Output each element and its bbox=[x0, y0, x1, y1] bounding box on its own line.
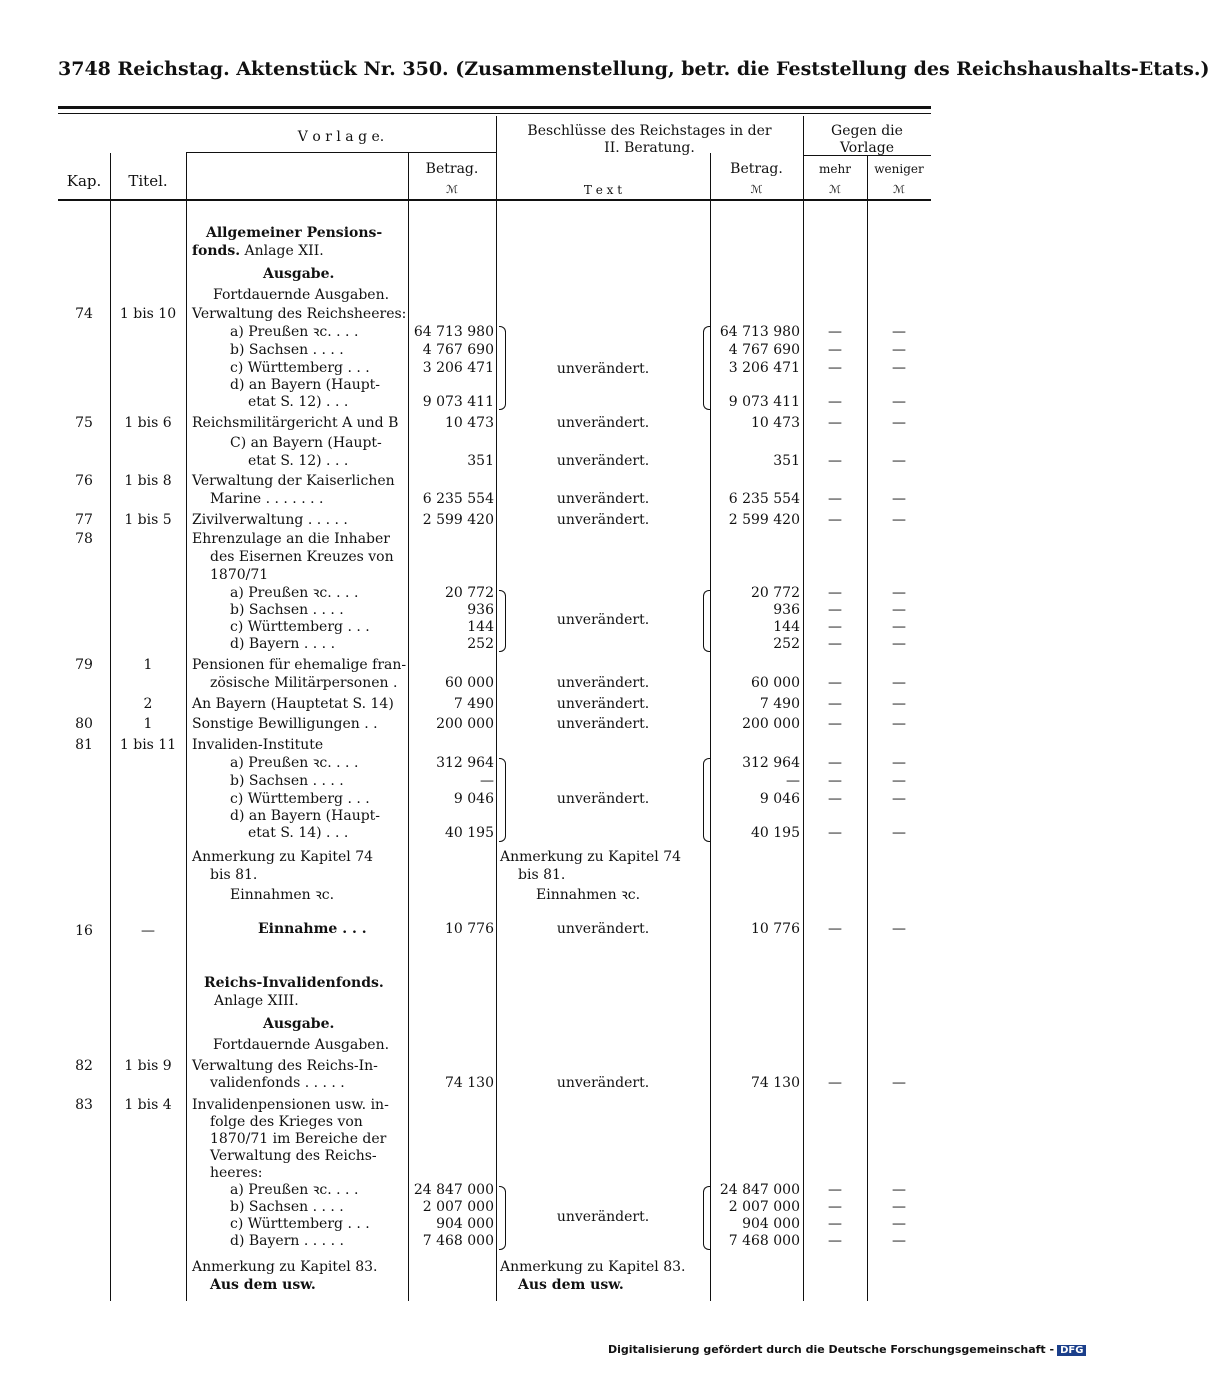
dash-mehr: — bbox=[828, 415, 842, 431]
amount-cell: 4 767 690 bbox=[422, 342, 494, 358]
row-label: c) Württemberg . . . bbox=[230, 360, 370, 376]
row-label: etat S. 12) . . . bbox=[248, 394, 349, 410]
dash-mehr: — bbox=[828, 1199, 842, 1215]
amount-cell: 6 235 554 bbox=[422, 491, 494, 507]
dash-weniger: — bbox=[892, 716, 906, 732]
ausgabe-heading: Ausgabe. bbox=[263, 266, 335, 282]
dash-mehr: — bbox=[828, 921, 842, 937]
amount-cell-2: 3 206 471 bbox=[728, 360, 800, 376]
row-label: c) Württemberg . . . bbox=[230, 1216, 370, 1232]
ausgabe-heading: Ausgabe. bbox=[263, 1016, 335, 1032]
dash-mehr: — bbox=[828, 619, 842, 635]
row-label: b) Sachsen . . . . bbox=[230, 342, 344, 358]
row-label: zösische Militärpersonen . bbox=[210, 675, 398, 691]
header-gegen-1: Gegen die bbox=[831, 123, 903, 139]
amount-cell: — bbox=[480, 773, 494, 789]
note-text: Anmerkung zu Kapitel 83. bbox=[500, 1259, 686, 1275]
note-label: Einnahmen ꝛc. bbox=[230, 887, 335, 903]
amount-cell: 10 776 bbox=[445, 921, 494, 937]
note-label: Anmerkung zu Kapitel 74 bbox=[192, 849, 374, 865]
row-label: etat S. 12) . . . bbox=[248, 453, 349, 469]
col-divider-mehr bbox=[867, 156, 868, 1301]
amount-cell-2: 936 bbox=[773, 602, 800, 618]
dash-weniger: — bbox=[892, 825, 906, 841]
dash-mehr: — bbox=[828, 755, 842, 771]
dash-weniger: — bbox=[892, 675, 906, 691]
dash-weniger: — bbox=[892, 619, 906, 635]
dash-mehr: — bbox=[828, 825, 842, 841]
dash-mehr: — bbox=[828, 394, 842, 410]
header-mark-mehr: ℳ bbox=[829, 183, 841, 196]
row-label: folge des Krieges von bbox=[210, 1114, 363, 1130]
section-title-pensionsfonds-2 bbox=[192, 242, 324, 260]
dash-mehr: — bbox=[828, 773, 842, 789]
text-cell: unverändert. bbox=[556, 415, 650, 431]
dash-mehr: — bbox=[828, 360, 842, 376]
amount-cell: 312 964 bbox=[436, 755, 494, 771]
row-label: Ehrenzulage an die Inhaber bbox=[192, 531, 390, 547]
row-label: d) an Bayern (Haupt- bbox=[230, 808, 381, 824]
dash-mehr: — bbox=[828, 716, 842, 732]
amount-cell-2: 24 847 000 bbox=[719, 1182, 800, 1198]
amount-cell-2: 7 490 bbox=[759, 696, 800, 712]
dash-weniger: — bbox=[892, 636, 906, 652]
row-label: Einnahme . . . bbox=[258, 921, 367, 937]
kap-cell: 16 bbox=[75, 923, 93, 939]
text-cell: unverändert. bbox=[556, 491, 650, 507]
dash-weniger: — bbox=[892, 1233, 906, 1249]
row-label: Pensionen für ehemalige fran- bbox=[192, 657, 407, 673]
digitization-footer bbox=[608, 1343, 1086, 1356]
row-label: 1870/71 bbox=[210, 567, 269, 583]
section-title-fonds: fonds. bbox=[192, 243, 241, 259]
amount-cell: 9 046 bbox=[453, 791, 494, 807]
top-double-rule bbox=[58, 106, 931, 109]
dash-mehr: — bbox=[828, 675, 842, 691]
dash-mehr: — bbox=[828, 1233, 842, 1249]
dash-weniger: — bbox=[892, 512, 906, 528]
dash-weniger: — bbox=[892, 1075, 906, 1091]
amount-cell: 252 bbox=[467, 636, 494, 652]
amount-cell: 7 490 bbox=[453, 696, 494, 712]
text-cell: unverändert. bbox=[556, 716, 650, 732]
row-label: b) Sachsen . . . . bbox=[230, 773, 344, 789]
dash-weniger: — bbox=[892, 696, 906, 712]
amount-cell-2: 20 772 bbox=[751, 585, 800, 601]
row-label: c) Württemberg . . . bbox=[230, 791, 370, 807]
kap-cell: 77 bbox=[75, 512, 93, 528]
row-label: d) an Bayern (Haupt- bbox=[230, 377, 381, 393]
header-bottom-rule bbox=[58, 199, 931, 201]
dash-mehr: — bbox=[828, 1075, 842, 1091]
amount-cell: 904 000 bbox=[436, 1216, 494, 1232]
amount-cell-2: 9 073 411 bbox=[728, 394, 800, 410]
row-label: Verwaltung des Reichs-In- bbox=[192, 1058, 378, 1074]
kap-cell: 74 bbox=[75, 306, 93, 322]
header-beschluesse-2: II. Beratung. bbox=[604, 140, 695, 156]
text-cell: unverändert. bbox=[556, 512, 650, 528]
text-cell: unverändert. bbox=[556, 361, 650, 377]
row-label: c) Württemberg . . . bbox=[230, 619, 370, 635]
amount-cell: 3 206 471 bbox=[422, 360, 494, 376]
row-label: Verwaltung der Kaiserlichen bbox=[192, 473, 395, 489]
dash-weniger: — bbox=[892, 602, 906, 618]
dash-weniger: — bbox=[892, 921, 906, 937]
vorlage-sub-rule bbox=[186, 152, 496, 153]
amount-cell: 10 473 bbox=[445, 415, 494, 431]
header-mehr: mehr bbox=[819, 162, 851, 176]
amount-cell-2: 351 bbox=[773, 453, 800, 469]
amount-cell-2: 6 235 554 bbox=[728, 491, 800, 507]
dash-mehr: — bbox=[828, 324, 842, 340]
text-cell: unverändert. bbox=[556, 1075, 650, 1091]
text-cell: unverändert. bbox=[556, 1209, 650, 1225]
col-divider-titel bbox=[186, 153, 187, 1301]
titel-cell: 1 bis 10 bbox=[119, 306, 177, 322]
note-label: Aus dem usw. bbox=[210, 1277, 316, 1293]
header-mark-weniger: ℳ bbox=[893, 183, 905, 196]
row-label: b) Sachsen . . . . bbox=[230, 1199, 344, 1215]
row-label: d) Bayern . . . . . bbox=[230, 1233, 344, 1249]
page-title: Reichstag. Aktenstück Nr. 350. (Zusammenstellung, betr. die Feststellung des Reichshaushalts-Etats.) bbox=[117, 58, 1209, 80]
row-label: Zivilverwaltung . . . . . bbox=[192, 512, 348, 528]
page-number: 3748 bbox=[58, 58, 111, 80]
titel-cell: 1 bis 9 bbox=[124, 1058, 172, 1074]
text-cell: unverändert. bbox=[556, 612, 650, 628]
amount-cell-2: 40 195 bbox=[751, 825, 800, 841]
text-cell: unverändert. bbox=[556, 921, 650, 937]
amount-cell: 40 195 bbox=[445, 825, 494, 841]
titel-cell: 1 bis 6 bbox=[124, 415, 172, 431]
amount-cell: 64 713 980 bbox=[413, 324, 494, 340]
dash-weniger: — bbox=[892, 324, 906, 340]
amount-cell-2: 9 046 bbox=[759, 791, 800, 807]
row-label: An Bayern (Hauptetat S. 14) bbox=[192, 696, 394, 712]
titel-cell: 2 bbox=[143, 696, 153, 712]
amount-cell: 20 772 bbox=[445, 585, 494, 601]
titel-cell: 1 bis 5 bbox=[124, 512, 172, 528]
fortdauernd-heading: Fortdauernde Ausgaben. bbox=[213, 287, 390, 303]
brace-right bbox=[703, 326, 710, 410]
dash-mehr: — bbox=[828, 791, 842, 807]
titel-cell: 1 bbox=[143, 657, 153, 673]
page-header bbox=[58, 58, 1209, 80]
dash-weniger: — bbox=[892, 1199, 906, 1215]
amount-cell: 2 007 000 bbox=[422, 1199, 494, 1215]
dash-weniger: — bbox=[892, 1182, 906, 1198]
header-titel: Titel. bbox=[128, 172, 168, 190]
kap-cell: 78 bbox=[75, 531, 93, 547]
header-vorlage: V o r l a g e. bbox=[297, 129, 385, 145]
kap-cell: 82 bbox=[75, 1058, 93, 1074]
row-label: etat S. 14) . . . bbox=[248, 825, 349, 841]
dash-weniger: — bbox=[892, 585, 906, 601]
amount-cell: 200 000 bbox=[436, 716, 494, 732]
note-text: bis 81. bbox=[518, 867, 566, 883]
section-title-invalidenfonds: Reichs-Invalidenfonds. bbox=[204, 975, 384, 991]
amount-cell-2: 312 964 bbox=[742, 755, 800, 771]
note-label: Anmerkung zu Kapitel 83. bbox=[192, 1259, 378, 1275]
header-text: T e x t bbox=[583, 183, 623, 197]
amount-cell-2: 10 473 bbox=[751, 415, 800, 431]
dfg-logo: DFG bbox=[1057, 1345, 1086, 1356]
amount-cell: 74 130 bbox=[445, 1075, 494, 1091]
text-cell: unverändert. bbox=[556, 696, 650, 712]
amount-cell-2: 2 599 420 bbox=[728, 512, 800, 528]
amount-cell: 2 599 420 bbox=[422, 512, 494, 528]
titel-cell: 1 bis 8 bbox=[124, 473, 172, 489]
amount-cell-2: 2 007 000 bbox=[728, 1199, 800, 1215]
dash-weniger: — bbox=[892, 394, 906, 410]
header-beschluesse-1: Beschlüsse des Reichstages in der bbox=[527, 123, 772, 139]
amount-cell-2: 64 713 980 bbox=[719, 324, 800, 340]
dash-weniger: — bbox=[892, 491, 906, 507]
note-text: Aus dem usw. bbox=[518, 1277, 624, 1293]
fortdauernd-heading: Fortdauernde Ausgaben. bbox=[213, 1037, 390, 1053]
kap-cell: 76 bbox=[75, 473, 93, 489]
header-betrag-2: Betrag. bbox=[730, 161, 783, 177]
dash-mehr: — bbox=[828, 342, 842, 358]
amount-cell-2: 4 767 690 bbox=[728, 342, 800, 358]
row-label: Invaliden-Institute bbox=[192, 737, 324, 753]
dash-mehr: — bbox=[828, 696, 842, 712]
row-label: Reichsmilitärgericht A und B bbox=[192, 415, 399, 431]
dash-mehr: — bbox=[828, 491, 842, 507]
row-label: a) Preußen ꝛc. . . . bbox=[230, 755, 359, 771]
row-label: a) Preußen ꝛc. . . . bbox=[230, 1182, 359, 1198]
amount-cell: 24 847 000 bbox=[413, 1182, 494, 1198]
kap-cell: 75 bbox=[75, 415, 93, 431]
dash-weniger: — bbox=[892, 1216, 906, 1232]
kap-cell: 80 bbox=[75, 716, 93, 732]
amount-cell: 9 073 411 bbox=[422, 394, 494, 410]
note-label: bis 81. bbox=[210, 867, 258, 883]
text-cell: unverändert. bbox=[556, 791, 650, 807]
row-label: des Eisernen Kreuzes von bbox=[210, 549, 394, 565]
dash-weniger: — bbox=[892, 791, 906, 807]
note-text: Einnahmen ꝛc. bbox=[536, 887, 641, 903]
dash-mehr: — bbox=[828, 453, 842, 469]
row-label: a) Preußen ꝛc. . . . bbox=[230, 585, 359, 601]
row-label: Verwaltung des Reichsheeres: bbox=[192, 306, 407, 322]
dash-mehr: — bbox=[828, 512, 842, 528]
dash-mehr: — bbox=[828, 1182, 842, 1198]
row-label: Marine . . . . . . . bbox=[210, 491, 324, 507]
amount-cell: 351 bbox=[467, 453, 494, 469]
dash-weniger: — bbox=[892, 360, 906, 376]
amount-cell-2: 904 000 bbox=[742, 1216, 800, 1232]
footer-text: Digitalisierung gefördert durch die Deutsche Forschungsgemeinschaft - bbox=[608, 1343, 1055, 1356]
titel-cell: 1 bis 4 bbox=[124, 1097, 172, 1113]
header-gegen-2: Vorlage bbox=[839, 140, 895, 156]
amount-cell-2: 7 468 000 bbox=[728, 1233, 800, 1249]
row-label: Verwaltung des Reichs- bbox=[210, 1148, 377, 1164]
titel-cell: — bbox=[141, 923, 155, 939]
amount-cell: 144 bbox=[467, 619, 494, 635]
row-label: a) Preußen ꝛc. . . . bbox=[230, 324, 359, 340]
dash-mehr: — bbox=[828, 585, 842, 601]
amount-cell-2: — bbox=[786, 773, 800, 789]
amount-cell: 936 bbox=[467, 602, 494, 618]
brace-right bbox=[703, 590, 710, 652]
titel-cell: 1 bis 11 bbox=[119, 737, 177, 753]
row-label: b) Sachsen . . . . bbox=[230, 602, 344, 618]
header-betrag: Betrag. bbox=[425, 161, 479, 177]
amount-cell: 60 000 bbox=[445, 675, 494, 691]
amount-cell: 7 468 000 bbox=[422, 1233, 494, 1249]
header-kap: Kap. bbox=[66, 172, 102, 190]
header-mark: ℳ bbox=[446, 183, 458, 196]
kap-cell: 79 bbox=[75, 657, 93, 673]
dash-mehr: — bbox=[828, 602, 842, 618]
dash-weniger: — bbox=[892, 453, 906, 469]
titel-cell: 1 bbox=[143, 716, 153, 732]
dash-weniger: — bbox=[892, 342, 906, 358]
kap-cell: 83 bbox=[75, 1097, 93, 1113]
amount-cell-2: 10 776 bbox=[751, 921, 800, 937]
dash-mehr: — bbox=[828, 636, 842, 652]
row-label: Invalidenpensionen usw. in- bbox=[192, 1097, 389, 1113]
dash-weniger: — bbox=[892, 755, 906, 771]
kap-cell: 81 bbox=[75, 737, 93, 753]
amount-cell-2: 144 bbox=[773, 619, 800, 635]
row-label: C) an Bayern (Haupt- bbox=[230, 435, 382, 451]
row-label: heeres: bbox=[210, 1165, 263, 1181]
amount-cell-2: 252 bbox=[773, 636, 800, 652]
amount-cell-2: 200 000 bbox=[742, 716, 800, 732]
dash-mehr: — bbox=[828, 1216, 842, 1232]
brace-right bbox=[703, 1186, 710, 1250]
header-mark-2: ℳ bbox=[750, 183, 763, 196]
header-weniger: weniger bbox=[874, 162, 924, 176]
row-label: Sonstige Bewilligungen . . bbox=[192, 716, 378, 732]
col-divider-betrag2 bbox=[803, 116, 804, 1301]
section-anlage: Anlage XIII. bbox=[214, 993, 299, 1009]
brace-right bbox=[703, 758, 710, 842]
dash-weniger: — bbox=[892, 773, 906, 789]
dash-weniger: — bbox=[892, 415, 906, 431]
row-label: validenfonds . . . . . bbox=[210, 1075, 345, 1091]
row-label: 1870/71 im Bereiche der bbox=[210, 1131, 387, 1147]
text-cell: unverändert. bbox=[556, 453, 650, 469]
top-thin-rule bbox=[58, 113, 931, 114]
row-label: d) Bayern . . . . bbox=[230, 636, 336, 652]
text-cell: unverändert. bbox=[556, 675, 650, 691]
note-text: Anmerkung zu Kapitel 74 bbox=[500, 849, 682, 865]
amount-cell-2: 60 000 bbox=[751, 675, 800, 691]
section-title-pensionsfonds: Allgemeiner Pensions- bbox=[206, 225, 383, 241]
amount-cell-2: 74 130 bbox=[751, 1075, 800, 1091]
section-anlage: Anlage XII. bbox=[244, 243, 324, 259]
